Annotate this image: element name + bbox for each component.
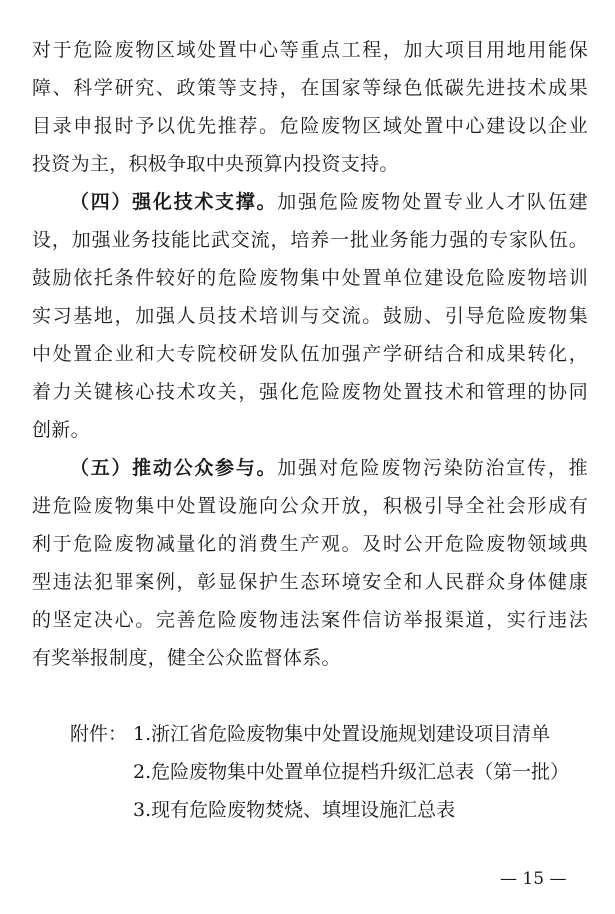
attachment-item: 3.现有危险废物焚烧、填埋设施汇总表 — [133, 799, 456, 821]
section-five-heading: （五）推动公众参与。 — [70, 457, 278, 479]
paragraph-line: 创新。 — [32, 419, 90, 441]
attachment-item: 1.浙江省危险废物集中处置设施规划建设项目清单 — [133, 723, 551, 745]
page-number: — 15 — — [500, 869, 567, 889]
paragraph-line: 利于危险废物减量化的消费生产观。及时公开危险废物领域典 — [32, 533, 588, 555]
paragraph-line: 的坚定决心。完善危险废物违法案件信访举报渠道，实行违法 — [32, 609, 588, 631]
paragraph-line: 着力关键核心技术攻关，强化危险废物处置技术和管理的协同 — [32, 381, 588, 403]
paragraph-line: 中处置企业和大专院校研发队伍加强产学研结合和成果转化， — [32, 343, 588, 365]
paragraph-line: 障、科学研究、政策等支持，在国家等绿色低碳先进技术成果 — [32, 77, 588, 99]
paragraph-line: 型违法犯罪案例，彰显保护生态环境安全和人民群众身体健康 — [32, 571, 588, 593]
attachment-item: 2.危险废物集中处置单位提档升级汇总表（第一批） — [133, 761, 570, 783]
attachments-label: 附件： — [70, 723, 128, 745]
paragraph-line: 目录申报时予以优先推荐。危险废物区域处置中心建设以企业 — [32, 115, 588, 137]
section-five-first-line-text: 加强对危险废物污染防治宣传，推 — [277, 457, 588, 479]
paragraph-line: 设，加强业务技能比武交流，培养一批业务能力强的专家队伍。 — [32, 229, 588, 251]
paragraph-line: 实习基地，加强人员技术培训与交流。鼓励、引导危险废物集 — [32, 305, 588, 327]
paragraph-line: 鼓励依托条件较好的危险废物集中处置单位建设危险废物培训 — [32, 267, 588, 289]
section-four-first-line — [70, 190, 588, 214]
paragraph-line: 投资为主，积极争取中央预算内投资支持。 — [32, 153, 399, 175]
paragraph-line: 进危险废物集中处置设施向公众开放，积极引导全社会形成有 — [32, 495, 588, 517]
section-four-heading: （四）强化技术支撑。 — [70, 191, 278, 213]
section-four-first-line-text: 加强危险废物处置专业人才队伍建 — [277, 191, 588, 213]
section-five-first-line — [70, 456, 588, 480]
paragraph-line: 有奖举报制度，健全公众监督体系。 — [32, 647, 341, 669]
paragraph-line: 对于危险废物区域处置中心等重点工程，加大项目用地用能保 — [32, 39, 588, 61]
